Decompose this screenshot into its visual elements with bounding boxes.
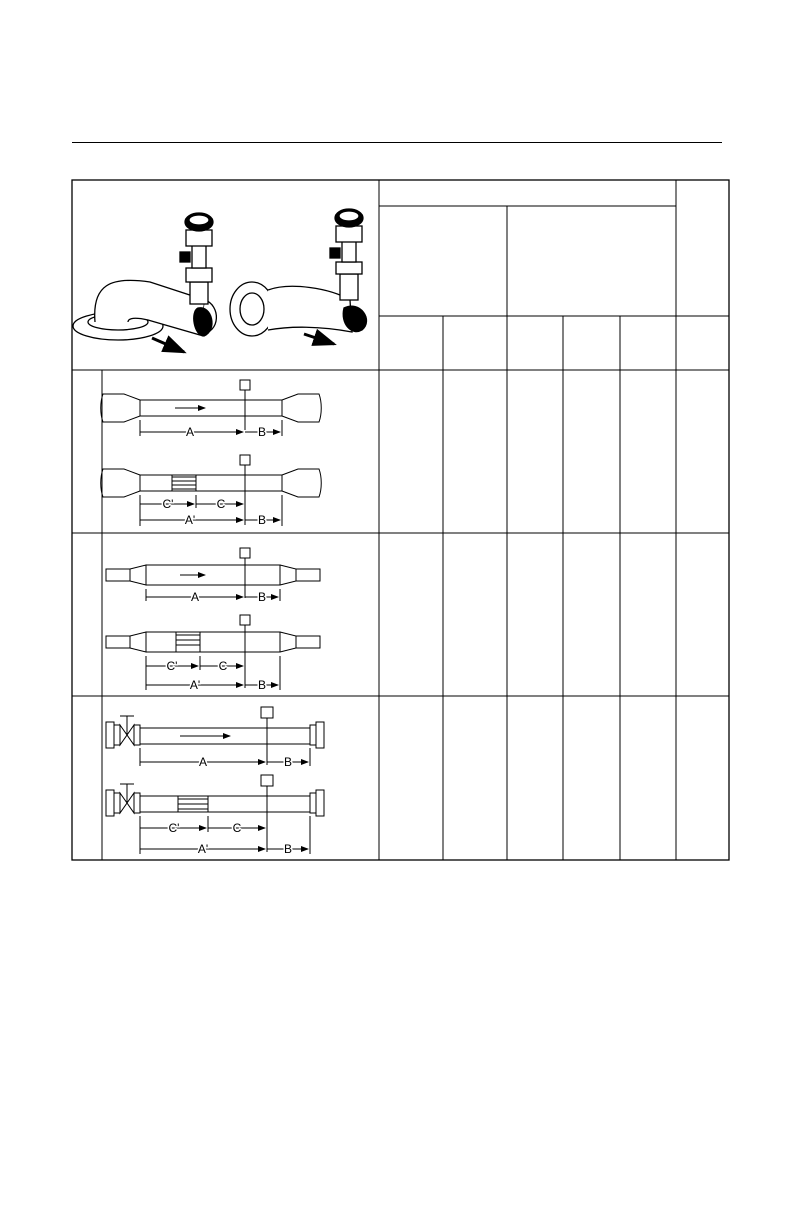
dim-label-c-prime: C' xyxy=(162,497,174,511)
dim-label-c-prime: C' xyxy=(166,659,178,673)
dim-label-a: A xyxy=(198,755,208,769)
dim-label-a: A xyxy=(190,590,200,604)
row1-diagram-conditioner xyxy=(101,455,322,526)
dim-label-a-prime: A' xyxy=(189,678,201,692)
dim-label-a: A xyxy=(185,425,195,439)
dim-label-b: B xyxy=(283,842,293,856)
row2-diagram-conditioner xyxy=(106,615,320,690)
dim-label-b: B xyxy=(283,755,293,769)
dim-label-b: B xyxy=(257,513,267,527)
dim-label-c: C xyxy=(216,497,226,511)
row1-diagram-plain xyxy=(101,380,322,436)
dim-label-c: C xyxy=(218,659,228,673)
dim-label-c: C xyxy=(232,821,242,835)
dim-label-a-prime: A' xyxy=(197,842,209,856)
dim-label-b: B xyxy=(257,678,267,692)
dim-label-b: B xyxy=(257,425,267,439)
elbow-pipe-illustration xyxy=(73,209,367,352)
dim-label-b: B xyxy=(257,590,267,604)
row2-diagram-plain xyxy=(106,548,320,601)
dim-label-c-prime: C' xyxy=(168,821,180,835)
dim-label-a-prime: A' xyxy=(184,513,196,527)
